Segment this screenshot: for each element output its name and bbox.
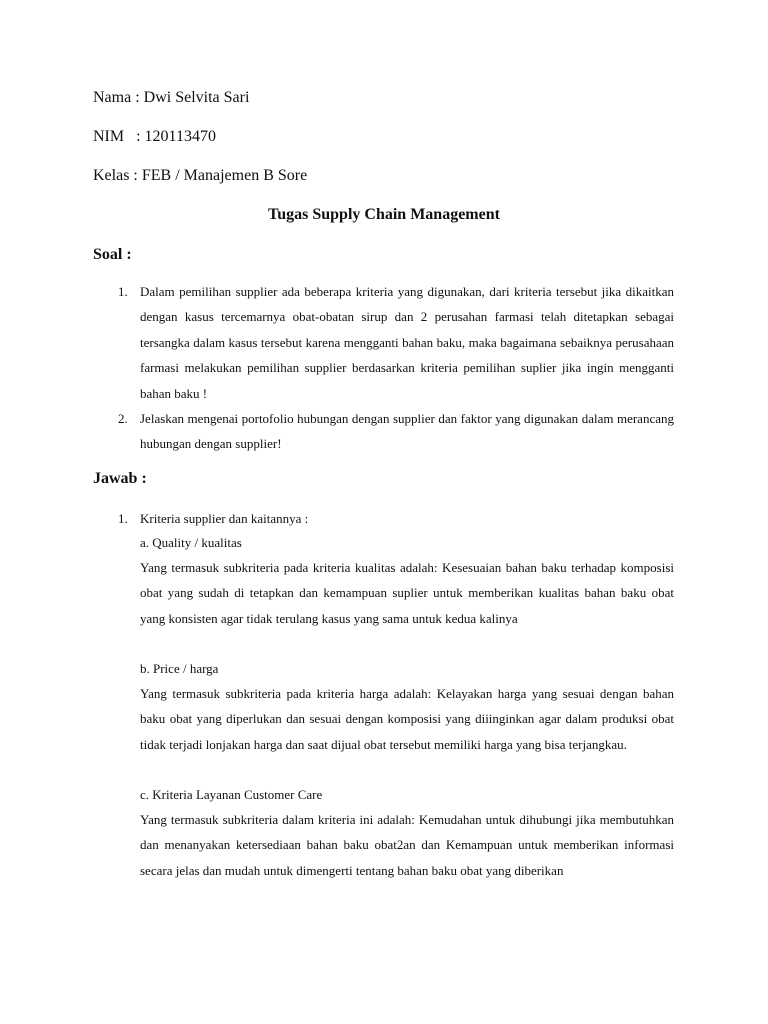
student-class: Kelas : FEB / Manajemen B Sore [93, 167, 308, 184]
student-nim: NIM : 120113470 [93, 128, 216, 145]
criteria-b-label: b. Price / harga [140, 661, 219, 676]
question-1-number: 1. [118, 284, 128, 299]
answer-intro: Kriteria supplier dan kaitannya : [140, 511, 309, 526]
answer-1-number: 1. [118, 511, 128, 526]
document-title: Tugas Supply Chain Management [268, 206, 500, 223]
question-1-text: Dalam pemilihan supplier ada beberapa kriteria yang digunakan, dari kriteria tersebut jika dikaitkan dengan kasus tercemarnya obat-obatan sirup dan 2 perusahan farmasi telah ditetapkan sebagai tersangka dalam kasus tersebut karena mengganti bahan baku, maka bagaimana sebaiknya perusahaan farmasi melakukan pemilihan supplier berdasarkan kriteria pemilihan suplier jika ingin mengganti bahan baku ! [140, 284, 674, 401]
criteria-c-label: c. Kriteria Layanan Customer Care [140, 787, 323, 802]
criteria-b-text: Yang termasuk subkriteria pada kriteria harga adalah: Kelayakan harga yang sesuai dengan bahan baku obat yang diperlukan dan sesuai dengan komposisi yang diiinginkan agar dalam produksi obat tidak terjadi lonjakan harga dan saat dijual obat tersebut memiliki harga yang bisa terjangkau. [140, 686, 674, 752]
criteria-c-text: Yang termasuk subkriteria dalam kriteria ini adalah: Kemudahan untuk dihubungi jika membutuhkan dan menanyakan ketersediaan bahan baku obat2an dan Kemampuan untuk memberikan informasi secara jelas dan mudah untuk dimengerti tentang bahan baku obat yang diberikan [140, 812, 674, 878]
soal-heading: Soal : [93, 246, 132, 263]
student-name: Nama : Dwi Selvita Sari [93, 89, 250, 106]
criteria-a-text: Yang termasuk subkriteria pada kriteria kualitas adalah: Kesesuaian bahan baku terhadap komposisi obat yang sudah di tetapkan dan kemampuan suplier untuk memberikan kualitas bahan baku obat yang konsisten agar tidak terulang kasus yang sama untuk kedua kalinya [140, 560, 674, 626]
question-2-number: 2. [118, 411, 128, 426]
question-2-text: Jelaskan mengenai portofolio hubungan dengan supplier dan faktor yang digunakan dalam merancang hubungan dengan supplier! [140, 411, 674, 452]
criteria-a-label: a. Quality / kualitas [140, 535, 242, 550]
jawab-heading: Jawab : [93, 470, 147, 487]
